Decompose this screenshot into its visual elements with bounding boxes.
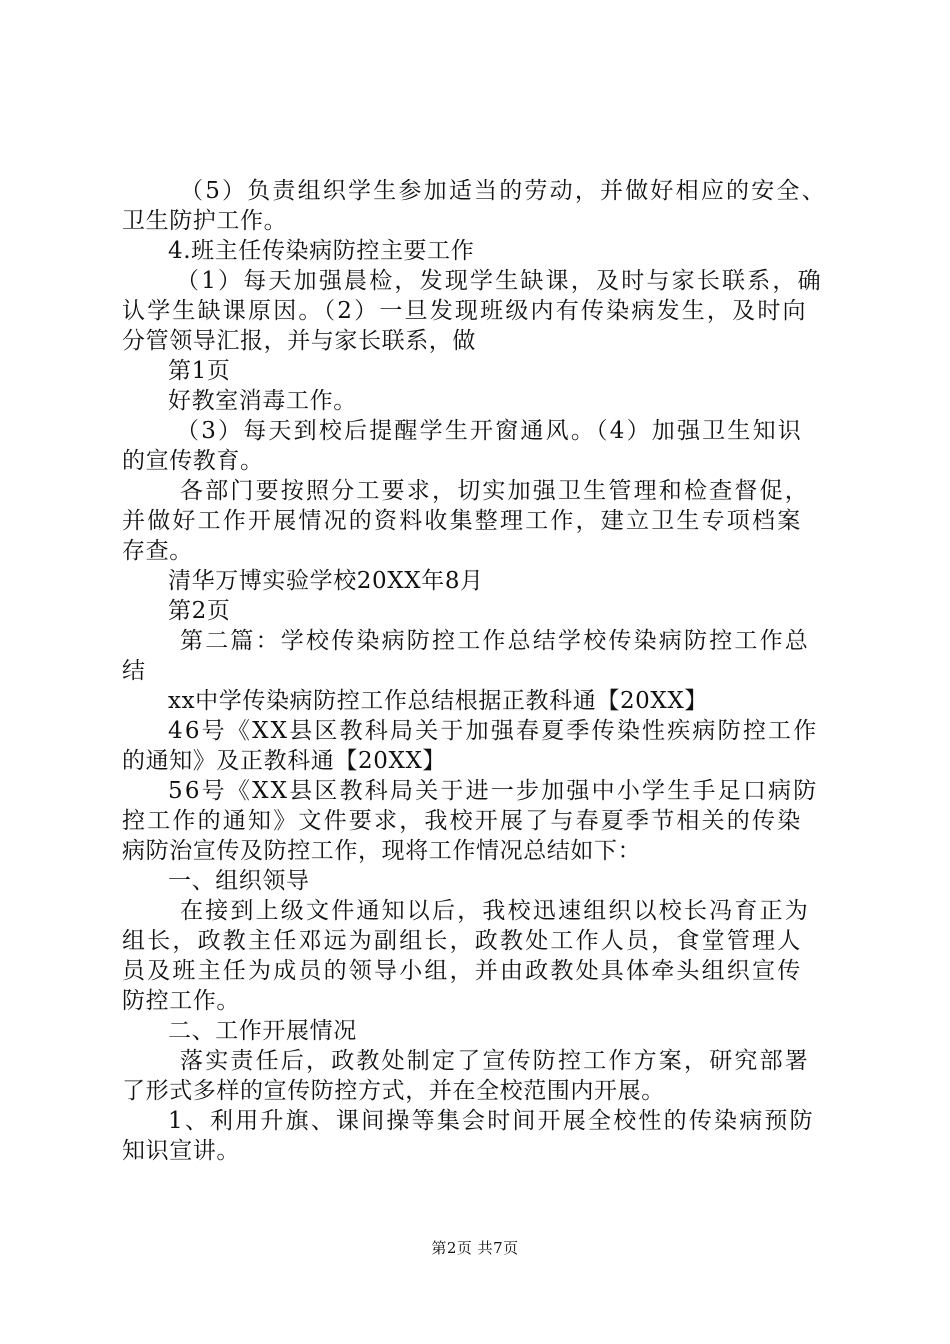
text-line: 认学生缺课原因。（2）一旦发现班级内有传染病发生，及时向 (122, 298, 808, 324)
text-line: 控工作的通知》文件要求，我校开展了与春夏季节相关的传染 (122, 808, 803, 834)
text-line: 各部门要按照分工要求，切实加强卫生管理和检查督促， (180, 478, 810, 504)
text-line: 的宣传教育。 (122, 448, 264, 474)
text-line: 落实责任后，政教处制定了宣传防控工作方案，研究部署 (180, 1048, 810, 1074)
text-line: 好教室消毒工作。 (168, 388, 357, 414)
text-line: 46号《XX县区教科局关于加强春夏季传染性疾病防控工作 (168, 718, 819, 744)
text-line: 防控工作。 (122, 988, 240, 1014)
text-line: 卫生防护工作。 (122, 208, 288, 234)
text-line: 员及班主任为成员的领导小组，并由政教处具体牵头组织宣传 (122, 958, 803, 984)
text-line: 组长，政教主任邓远为副组长，政教处工作人员，食堂管理人 (122, 928, 803, 954)
text-line: 结 (122, 658, 146, 684)
text-line: 病防治宣传及防控工作，现将工作情况总结如下： (122, 838, 642, 864)
text-line: 第1页 (168, 358, 231, 384)
text-line: 56号《XX县区教科局关于进一步加强中小学生手足口病防 (168, 778, 819, 804)
text-line: 并做好工作开展情况的资料收集整理工作，建立卫生专项档案 (122, 508, 803, 534)
text-line: 一、组织领导 (168, 868, 310, 894)
text-line: 分管领导汇报，并与家长联系，做 (122, 328, 476, 354)
text-line: （3）每天到校后提醒学生开窗通风。（4）加强卫生知识 (176, 418, 803, 444)
text-line: （1）每天加强晨检，发现学生缺课，及时与家长联系，确 (176, 268, 823, 294)
document-body (122, 176, 832, 1166)
text-line: xx中学传染病防控工作总结根据正教科通【20XX】 (168, 688, 708, 714)
text-line: 了形式多样的宣传防控方式，并在全校范围内开展。 (122, 1078, 665, 1104)
text-line: 清华万博实验学校20XX年8月 (168, 568, 484, 594)
text-line: 的通知》及正教科通【20XX】 (122, 748, 447, 774)
text-line: 存查。 (122, 538, 193, 564)
text-line: 知识宣讲。 (122, 1138, 240, 1164)
text-line: 1、利用升旗、课间操等集会时间开展全校性的传染病预防 (168, 1108, 815, 1134)
text-line: 第二篇：学校传染病防控工作总结学校传染病防控工作总 (180, 628, 810, 654)
text-line: 第2页 (168, 598, 231, 624)
text-line: 4.班主任传染病防控主要工作 (168, 238, 475, 264)
text-line: （5）负责组织学生参加适当的劳动，并做好相应的安全、 (180, 178, 827, 204)
text-line: 二、工作开展情况 (168, 1018, 357, 1044)
page-footer: 第2页 共7页 (431, 1239, 519, 1257)
text-line: 在接到上级文件通知以后，我校迅速组织以校长冯育正为 (180, 898, 810, 924)
